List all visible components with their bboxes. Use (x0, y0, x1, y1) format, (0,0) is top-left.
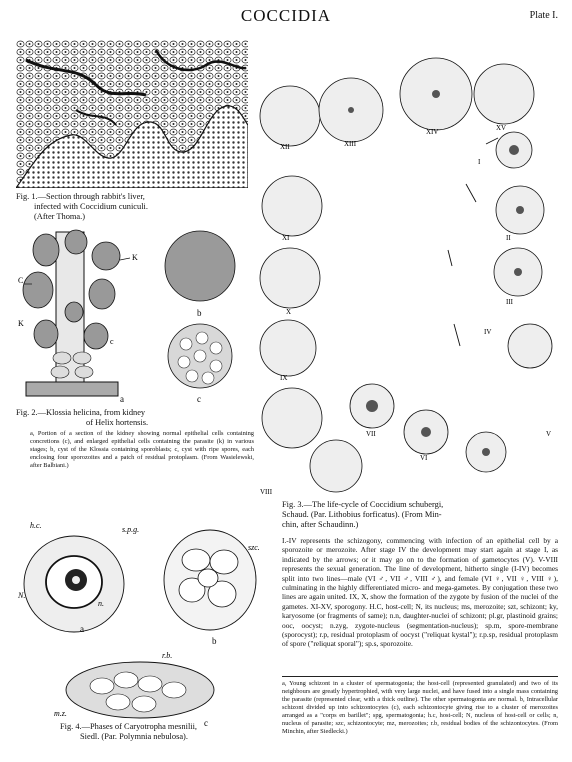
fig3-caption-line: Fig. 3.—The life-cycle of Coccidium schubergi, (282, 500, 444, 509)
fig1-caption-line: (After Thoma.) (34, 212, 86, 221)
page-title: COCCIDIA (240, 6, 332, 25)
fig1-caption (16, 192, 256, 222)
fig2-label-b: b (197, 308, 202, 318)
fig4-image (10, 520, 272, 728)
fig4-label-N: N. (18, 591, 26, 600)
fig4-label-spg: s.p.g. (122, 525, 140, 534)
fig4-label-mz: m.z. (54, 709, 67, 718)
fig2-label-k1: K (132, 253, 138, 262)
fig4-caption-line: Fig. 4.—Phases of Caryotropha mesnilii, (60, 722, 198, 731)
fig2-image (16, 226, 256, 404)
fig4-label-szc: szc. (248, 543, 260, 552)
fig4-label-hc: h.c. (30, 521, 42, 530)
fig4-caption (60, 722, 280, 742)
fig4-legend: a, Young schizont in a cluster of spermatogonia; the host-cell (represented granulated) and two of its neighbours are greatly hypertrophied, with very large nuclei, and have fused into a single mass containing the parasite (represented clear, with a thick outline). The other spermatogonia are normal. b, Intracellular schizont divided up into schizontocytes (c), each schizontocyte giving rise to a cluster of merozoites arranged as a "corps en barillet"; spg, spermatogonia; h.c, host-cell; N, nucleus of host-cell or cells; n, nucleus of parasite; szc, schizontocyte; mz, merozoites; r.b, residual bodies of the schizontocytes. (From Minchin, after Siedlecki.) (282, 680, 558, 735)
fig3-stage-label: II (506, 234, 511, 242)
fig2-label-c: c (197, 394, 201, 404)
fig2-label-c1: C (18, 276, 24, 285)
fig2-legend: a, Portion of a section of the kidney showing normal epithelial cells containing concretions (c), and enlarged epithelial cells containing the parasite (k) in various stages; b, cyst of the Klossia containing sporoblasts; c, cyst with ripe spores, each enclosing four sporozoites and a patch of residual protoplasm. (From Wasielewski, after Balbiani.) (30, 430, 254, 469)
fig3-caption-line: chin, after Schaudinn.) (282, 520, 359, 529)
fig2-caption-line: of Helix hortensis. (86, 418, 149, 427)
fig2-label-a: a (120, 394, 124, 404)
fig3-caption-line: Schaud. (Par. Lithobius forficatus). (From Min- (282, 510, 442, 519)
fig3-stage-label: IX (280, 374, 288, 382)
fig2-label-k2: K (18, 319, 24, 328)
fig3-image (256, 34, 560, 496)
fig4-label-c: c (204, 718, 208, 728)
fig3-legend: I.-IV represents the schizogony, commencing with infection of an epithelial cell by a sporozoite or merozoite. After stage IV the development may start again at stage I, as indicated by the arrows; or it may go on to the formation of gametocytes (V). V-VIII represents the sexual generation. The line of development, hitherto single (I-IV) becomes split into two lines—male (VI ♂, VII ♂, VIII ♂), and female (VI ♀, VII ♀, VIII ♀), culminating in the highly differentiated micro- and mega-gametes. By conjugation these two lines are again united. IX, X, show the formation of the zygote by fusion of the nuclei of the gametes. XI-XV, sporogony. H.C, host-cell; N, its nucleus; ms, merozoite; szt, schizont; ky, karyosome (or fragments of same); n.n, daughter-nuclei of schizont; pl.gr, plastinoid grains; ooc, oocyst; n.zyg, zygote-nucleus (segmentation-nucleus); sp.m, spore-membrane (sporocyst); r.p, residual protoplasm of oocyst ("reliquat kystal"); r.p.sp, residual protoplasm of spore ("reliquat sporal"); sp.s, sporozoite. (282, 536, 558, 649)
plate-number: Plate I. (529, 10, 558, 21)
fig1-caption-line: infected with Coccidium cuniculi. (34, 202, 148, 211)
fig3-stage-label: VIII (260, 488, 273, 496)
fig4-label-b: b (212, 636, 217, 646)
fig3-stage-label: VI (420, 454, 428, 462)
fig3-stage-label: X (286, 308, 292, 316)
fig3-stage-label: XI (282, 234, 290, 242)
fig2-caption-line: Fig. 2.—Klossia helicina, from kidney (16, 408, 146, 417)
fig1-caption-line: Fig. 1.—Section through rabbit's liver, (16, 192, 145, 201)
fig1-image (16, 40, 248, 188)
fig3-stage-label: III (506, 298, 513, 306)
fig4-label-n: n. (98, 599, 104, 608)
fig3-stage-label: XII (280, 143, 290, 151)
fig3-stage-label: XV (496, 124, 507, 132)
fig3-stage-label: I (478, 158, 481, 166)
fig4-label-rb: r.b. (162, 651, 173, 660)
fig2-label-c2: c (110, 337, 114, 346)
fig3-stage-label: V (546, 430, 552, 438)
fig3-caption (282, 500, 568, 530)
fig4-caption-line: Siedl. (Par. Polymnia nebulosa). (80, 732, 188, 741)
fig4-label-a: a (80, 624, 84, 634)
fig3-stage-label: XIV (426, 128, 439, 136)
fig2-caption (16, 408, 256, 428)
stage-cell (260, 86, 320, 146)
fig3-stage-label: VII (366, 430, 376, 438)
fig3-stage-label: XIII (344, 140, 357, 148)
divider (282, 676, 558, 677)
fig3-stage-label: IV (484, 328, 492, 336)
